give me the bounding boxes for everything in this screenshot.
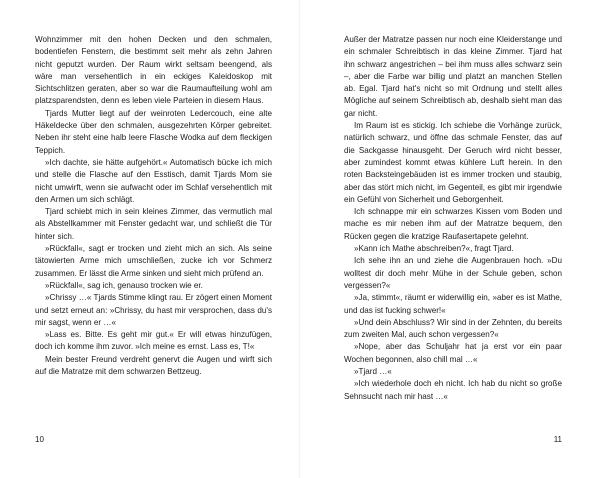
paragraph: »Kann ich Mathe abschreiben?«, fragt Tjard. — [354, 244, 514, 254]
page-number-left: 10 — [35, 435, 44, 444]
right-page-text — [344, 34, 562, 403]
paragraph: Tjard schiebt mich in sein kleines Zimmer, das vermutlich mal als Abstellkammer mit Fenster gedacht war, und schließt die Tür hinter sich. — [35, 207, 272, 241]
paragraph: »Nope, aber das Schuljahr hat ja erst vor ein paar Wochen begonnen, also chill mal …« — [344, 342, 562, 364]
left-page-text — [35, 34, 272, 378]
paragraph: Außer der Matratze passen nur noch eine Kleiderstange und ein schmaler Schreibtisch in das kleine Zimmer. Tjard hat ihn schwarz angestrichen – bei ihm muss alles schwarz sein –, aber die Farbe war billig und platzt an manchen Stellen ab. Egal. Tjard hat's nicht so mit Ordnung und stellt alles Mögliche auf seinem Schreibtisch ab, deshalb sieht man das gar nicht. — [344, 35, 562, 118]
paragraph: »Tjard …« — [354, 367, 392, 377]
paragraph: »Chrissy …« Tjards Stimme klingt rau. Er zögert einen Moment und setzt erneut an: »Chrissy, du hast mir versprochen, dass du's mir sagst, wenn er …« — [35, 293, 272, 327]
paragraph: »Ja, stimmt«, räumt er widerwillig ein, »aber es ist Mathe, und das ist fucking schwer!« — [344, 293, 562, 315]
paragraph: Im Raum ist es stickig. Ich schiebe die Vorhänge zurück, natürlich schwarz, und öffne das schmale Fenster, das auf die Sackgasse hinausgeht. Der Geruch wird nicht besser, aber zumindest kommt etwas kühlere Luft herein. In den roten Backsteingebäuden ist es immer trocken und staubig, aber das stört mich nicht, im Gegenteil, es gibt mir irgendwie ein Gefühl von Sicherheit und Geborgenheit. — [344, 121, 562, 204]
paragraph: Ich schnappe mir ein schwarzes Kissen vom Boden und mache es mir neben ihm auf der Matratze bequem, den Rücken gegen die kratzige Raufasertapete gelehnt. — [344, 207, 562, 241]
paragraph: Ich sehe ihn an und ziehe die Augenbrauen hoch. »Du wolltest dir doch mehr Mühe in der Schule geben, schon vergessen?« — [344, 256, 562, 290]
page-number-right: 11 — [553, 435, 562, 444]
paragraph: »Lass es. Bitte. Es geht mir gut.« Er will etwas hinzufügen, doch ich komme ihm zuvor. »Ich meine es ernst. Lass es, T!« — [35, 330, 272, 352]
paragraph: »Ich wiederhole doch eh nicht. Ich hab du nicht so große Sehnsucht nach mir hast …« — [344, 379, 562, 401]
paragraph: Mein bester Freund verdreht genervt die Augen und wirft sich auf die Matratze mit dem schwarzen Bettzeug. — [35, 354, 272, 377]
paragraph: »Und dein Abschluss? Wir sind in der Zehnten, du bereits zum zweiten Mal, auch schon vergessen?« — [344, 317, 562, 340]
paragraph: »Ich dachte, sie hätte aufgehört.« Automatisch bücke ich mich und stelle die Flasche auf den Esstisch, damit Tjards Mom sie nicht umwirft, wenn sie aufwacht oder im Schlaf versehentlich mit den Armen um sich schlägt. — [35, 157, 272, 204]
paragraph: »Rückfall«, sagt er trocken und zieht mich an sich. Als seine tätowierten Arme mich umschließen, zucke ich vor Schmerz zusammen. Er lässt die Arme sinken und sieht mich prüfend an. — [35, 244, 272, 278]
paragraph: »Rückfall«, sag ich, genauso trocken wie er. — [45, 280, 203, 290]
paragraph: Wohnzimmer mit den hohen Decken und den schmalen, bodentiefen Fenstern, die bestimmt seit mehr als zehn Jahren nicht geputzt wurden. Der Raum wirkt seltsam beengend, als wäre man versehentlich in ein eckiges Kaleidoskop mit Sichtschlitzen geraten, aber so war die Raumaufteilung wohl am platzsparendsten, denn es leben viele Parteien in diesem Haus. — [35, 35, 272, 106]
right-page — [300, 0, 600, 478]
paragraph: Tjards Mutter liegt auf der weinroten Ledercouch, eine alte Häkeldecke über den schmalen, ausgezehrten Körper gebreitet. Neben ihr steht eine halb leere Flasche Wodka auf dem fleckigen Teppich. — [35, 108, 272, 155]
